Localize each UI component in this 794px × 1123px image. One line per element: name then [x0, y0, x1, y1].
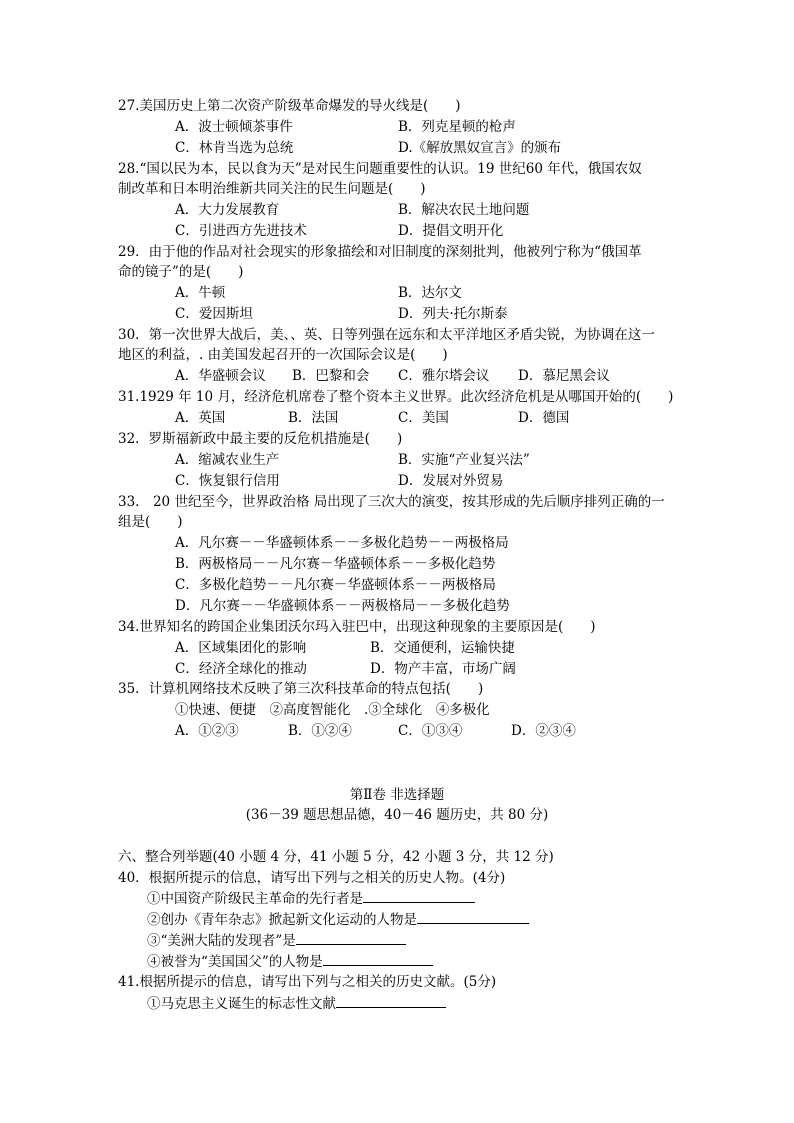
q40-item2	[147, 910, 529, 929]
q32-stem: 32．罗斯福新政中最主要的反危机措施是( )	[118, 431, 403, 447]
q31-option-d: D．德国	[518, 410, 570, 426]
q40-answer4-blank[interactable]	[323, 952, 433, 966]
q35-option-d: D．②③④	[511, 723, 576, 739]
q28-stem-line1: 28.“国以民为本，民以食为天”是对民生问题重要性的认识。19 世纪60 年代，俄国农奴	[118, 161, 642, 177]
q34-option-d: D．物产丰富，市场广阔	[370, 661, 516, 677]
q31-stem: 31.1929 年 10 月，经济危机席卷了整个资本主义世界。此次经济危机是从哪国开始的( )	[118, 389, 674, 405]
q27-option-d: D.《解放黑奴宣言》的颁布	[398, 140, 562, 156]
q29-stem-line2: 命的镜子”的是( )	[118, 264, 244, 280]
q31-option-b: B．法国	[288, 410, 339, 426]
q33-option-d: D．凡尔赛－－华盛顿体系－－两极格局－－多极化趋势	[175, 598, 510, 614]
q40-item4-text: ④被誉为“美国国父”的人物是	[147, 954, 323, 970]
q28-stem-line2: 制改革和日本明治维新共同关注的民生问题是( )	[118, 181, 426, 197]
q30-option-d: D．慕尼黑会议	[518, 368, 610, 384]
q30-stem-line1: 30．第一次世界大战后，美、、英、日等列强在远东和太平洋地区矛盾尖锐，为协调在这一	[118, 327, 655, 343]
q29-stem-line1: 29．由于他的作品对社会现实的形象描绘和对旧制度的深刻批判，他被列宁称为“俄国革	[118, 244, 642, 260]
q31-option-c: C．美国	[398, 410, 449, 426]
q28-option-b: B．解决农民土地问题	[398, 202, 530, 218]
q27-option-b: B．列克星顿的枪声	[398, 119, 516, 135]
q30-option-a: A．华盛顿会议	[175, 368, 266, 384]
q41-stem: 41.根据所提示的信息，请写出下列与之相关的历史文献。(5分)	[118, 974, 497, 990]
q41-answer1-blank[interactable]	[336, 994, 446, 1008]
q41-item1	[147, 994, 446, 1013]
part2-subtitle: (36－39 题思想品德，40－46 题历史，共 80 分)	[245, 807, 549, 823]
q34-option-b: B．交通便利，运输快捷	[370, 640, 515, 656]
q32-option-d: D．发展对外贸易	[398, 473, 504, 489]
q28-option-c: C．引进西方先进技术	[175, 223, 307, 239]
q40-item3	[147, 931, 406, 950]
q28-option-d: D．提倡文明开化	[398, 223, 504, 239]
q29-option-a: A．牛顿	[175, 285, 226, 301]
q27-stem: 27.美国历史上第二次资产阶级革命爆发的导火线是( )	[118, 98, 461, 114]
q27-option-a: A．波士顿倾茶事件	[175, 119, 293, 135]
q31-option-a: A．英国	[175, 410, 226, 426]
q40-answer3-blank[interactable]	[296, 931, 406, 945]
q35-option-a: A．①②③	[175, 723, 239, 739]
q35-items: ①快速、便捷 ②高度智能化 .③全球化 ④多极化	[175, 702, 490, 718]
section6-heading: 六、整合列举题(40 小题 4 分，41 小题 5 分，42 小题 3 分，共 12 分)	[118, 849, 554, 865]
q33-stem-line2: 组是( )	[118, 514, 183, 530]
q40-item1	[147, 889, 475, 908]
q30-option-c: C．雅尔塔会议	[398, 368, 490, 384]
q30-stem-line2: 地区的利益，. 由美国发起召开的一次国际会议是( )	[118, 347, 448, 363]
q40-answer2-blank[interactable]	[417, 910, 529, 924]
q34-option-a: A．区域集团化的影响	[175, 640, 307, 656]
q32-option-c: C．恢复银行信用	[175, 473, 280, 489]
q32-option-b: B．实施“产业复兴法”	[398, 452, 530, 468]
q29-option-b: B．达尔文	[398, 285, 462, 301]
q35-stem: 35．计算机网络技术反映了第三次科技革命的特点包括( )	[118, 681, 484, 697]
q40-stem: 40．根据所提示的信息，请写出下列与之相关的历史人物。(4分)	[118, 870, 506, 886]
part2-title: 第Ⅱ卷 非选择题	[349, 787, 445, 803]
q27-option-c: C．林肯当选为总统	[175, 140, 294, 156]
q32-option-a: A．缩减农业生产	[175, 452, 280, 468]
q33-option-c: C．多极化趋势－－凡尔赛－华盛顿体系－－两极格局	[175, 577, 496, 593]
q33-stem-line1: 33. 20 世纪至今，世界政治格 局出现了三次大的演变，按其形成的先后顺序排列正确的一	[118, 494, 665, 510]
q40-item3-text: ③“美洲大陆的发现者”是	[147, 933, 296, 949]
q34-option-c: C．经济全球化的推动	[175, 661, 307, 677]
q41-item1-text: ①马克思主义诞生的标志性文献	[147, 996, 336, 1012]
q29-option-c: C．爱因斯坦	[175, 306, 253, 322]
q40-answer1-blank[interactable]	[363, 889, 475, 903]
q29-option-d: D．列夫·托尔斯泰	[398, 306, 508, 322]
q33-option-b: B．两极格局－－凡尔赛－华盛顿体系－－多极化趋势	[175, 556, 496, 572]
q40-item2-text: ②创办《青年杂志》掀起新文化运动的人物是	[147, 912, 417, 928]
q40-item4	[147, 952, 433, 971]
q33-option-a: A．凡尔赛－－华盛顿体系－－多极化趋势－－两极格局	[175, 535, 509, 551]
q35-option-b: B．①②④	[288, 723, 352, 739]
q34-stem: 34.世界知名的跨国企业集团沃尔玛入驻巴中，出现这种现象的主要原因是( )	[118, 619, 596, 635]
q28-option-a: A．大力发展教育	[175, 202, 280, 218]
q30-option-b: B．巴黎和会	[292, 368, 370, 384]
q35-option-c: C．①③④	[398, 723, 463, 739]
q40-item1-text: ①中国资产阶级民主革命的先行者是	[147, 891, 363, 907]
